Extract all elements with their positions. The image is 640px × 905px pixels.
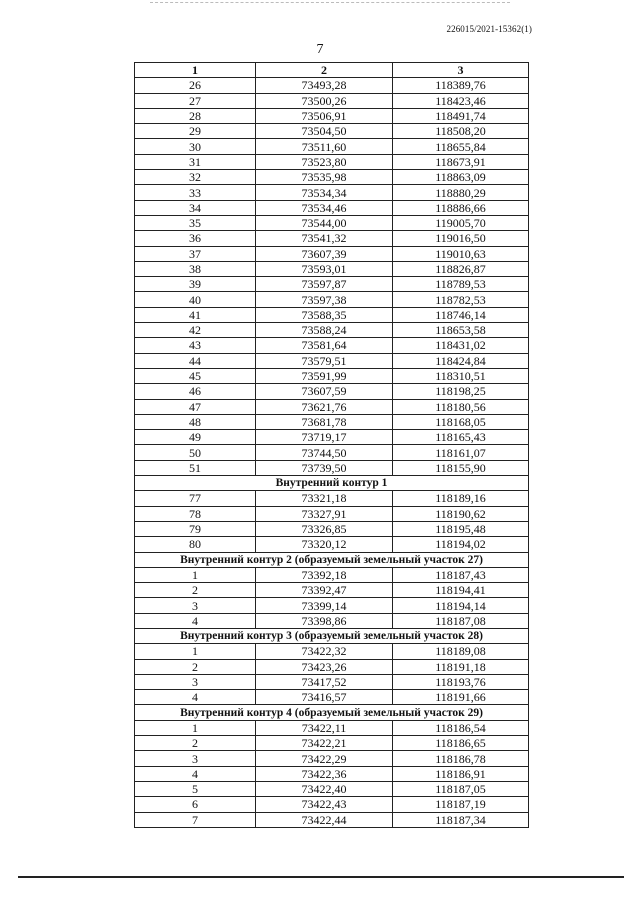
coordinates-table-body: [135, 63, 529, 828]
table-row: [135, 414, 529, 429]
coordinate-x-cell: 73399,14: [256, 598, 393, 613]
table-row: [135, 598, 529, 613]
coordinate-x-cell: 73597,38: [256, 292, 393, 307]
point-number-cell: 37: [135, 246, 256, 261]
point-number-cell: 43: [135, 338, 256, 353]
document-id: 226015/2021-15362(1): [446, 24, 532, 34]
table-row: [135, 307, 529, 322]
table-row: [135, 78, 529, 93]
coordinate-x-cell: 73607,39: [256, 246, 393, 261]
coordinate-y-cell: 118195,48: [393, 521, 529, 536]
coordinate-y-cell: 118746,14: [393, 307, 529, 322]
point-number-cell: 34: [135, 200, 256, 215]
coordinate-y-cell: 118189,08: [393, 644, 529, 659]
table-row: [135, 231, 529, 246]
section-title: Внутренний контур 1: [135, 476, 529, 491]
table-row: [135, 261, 529, 276]
coordinate-y-cell: 118826,87: [393, 261, 529, 276]
table-row: [135, 108, 529, 123]
coordinate-y-cell: 118187,43: [393, 567, 529, 582]
point-number-cell: 41: [135, 307, 256, 322]
coordinate-x-cell: 73392,47: [256, 583, 393, 598]
coordinate-y-cell: 118187,05: [393, 781, 529, 796]
point-number-cell: 3: [135, 674, 256, 689]
table-row: [135, 583, 529, 598]
coordinate-x-cell: 73321,18: [256, 491, 393, 506]
coordinate-y-cell: 118508,20: [393, 124, 529, 139]
coordinate-y-cell: 118186,54: [393, 720, 529, 735]
table-row: [135, 124, 529, 139]
coordinate-x-cell: 73422,40: [256, 781, 393, 796]
table-row: [135, 613, 529, 628]
coordinate-x-cell: 73417,52: [256, 674, 393, 689]
coordinate-y-cell: 118389,76: [393, 78, 529, 93]
coordinate-x-cell: 73523,80: [256, 154, 393, 169]
coordinate-x-cell: 73534,46: [256, 200, 393, 215]
coordinate-x-cell: 73541,32: [256, 231, 393, 246]
coordinate-x-cell: 73544,00: [256, 215, 393, 230]
coordinate-x-cell: 73681,78: [256, 414, 393, 429]
table-row: [135, 246, 529, 261]
coordinate-y-cell: 118187,19: [393, 797, 529, 812]
coordinate-y-cell: 118310,51: [393, 368, 529, 383]
coordinate-y-cell: 118423,46: [393, 93, 529, 108]
point-number-cell: 30: [135, 139, 256, 154]
coordinate-x-cell: 73511,60: [256, 139, 393, 154]
coordinate-x-cell: 73535,98: [256, 170, 393, 185]
table-row: [135, 567, 529, 582]
coordinate-y-cell: 118180,56: [393, 399, 529, 414]
point-number-cell: 5: [135, 781, 256, 796]
coordinate-y-cell: 118187,08: [393, 613, 529, 628]
table-row: [135, 215, 529, 230]
point-number-cell: 3: [135, 751, 256, 766]
coordinate-y-cell: 118186,65: [393, 736, 529, 751]
coordinate-y-cell: 118198,25: [393, 384, 529, 399]
coordinates-table: [134, 62, 529, 828]
table-row: [135, 154, 529, 169]
coordinate-x-cell: 73327,91: [256, 506, 393, 521]
coordinate-y-cell: 118191,66: [393, 690, 529, 705]
coordinate-y-cell: 118491,74: [393, 108, 529, 123]
coordinate-x-cell: 73326,85: [256, 521, 393, 536]
table-row: [135, 506, 529, 521]
point-number-cell: 4: [135, 690, 256, 705]
coordinate-x-cell: 73422,32: [256, 644, 393, 659]
point-number-cell: 77: [135, 491, 256, 506]
section-title: Внутренний контур 2 (образуемый земельный участок 27): [135, 552, 529, 567]
coordinate-x-cell: 73422,29: [256, 751, 393, 766]
column-header-1: 1: [135, 63, 256, 78]
coordinate-y-cell: 118161,07: [393, 445, 529, 460]
section-header-row: [135, 705, 529, 720]
coordinate-y-cell: 118863,09: [393, 170, 529, 185]
point-number-cell: 1: [135, 567, 256, 582]
table-row: [135, 170, 529, 185]
point-number-cell: 44: [135, 353, 256, 368]
coordinate-y-cell: 118653,58: [393, 323, 529, 338]
table-row: [135, 781, 529, 796]
coordinate-x-cell: 73500,26: [256, 93, 393, 108]
coordinate-y-cell: 118191,18: [393, 659, 529, 674]
coordinate-y-cell: 118165,43: [393, 430, 529, 445]
table-row: [135, 200, 529, 215]
coordinate-y-cell: 118880,29: [393, 185, 529, 200]
table-row: [135, 644, 529, 659]
coordinate-x-cell: 73493,28: [256, 78, 393, 93]
table-row: [135, 353, 529, 368]
coordinate-y-cell: 118186,78: [393, 751, 529, 766]
coordinate-x-cell: 73320,12: [256, 537, 393, 552]
coordinate-x-cell: 73422,36: [256, 766, 393, 781]
point-number-cell: 39: [135, 277, 256, 292]
point-number-cell: 40: [135, 292, 256, 307]
coordinate-x-cell: 73398,86: [256, 613, 393, 628]
table-row: [135, 93, 529, 108]
point-number-cell: 38: [135, 261, 256, 276]
coordinate-x-cell: 73422,44: [256, 812, 393, 827]
coordinate-x-cell: 73744,50: [256, 445, 393, 460]
table-row: [135, 736, 529, 751]
section-header-row: [135, 476, 529, 491]
coordinate-y-cell: 118168,05: [393, 414, 529, 429]
coordinate-y-cell: 118194,14: [393, 598, 529, 613]
point-number-cell: 4: [135, 766, 256, 781]
coordinate-x-cell: 73422,11: [256, 720, 393, 735]
coordinate-y-cell: 118187,34: [393, 812, 529, 827]
coordinate-x-cell: 73597,87: [256, 277, 393, 292]
coordinate-x-cell: 73607,59: [256, 384, 393, 399]
point-number-cell: 35: [135, 215, 256, 230]
table-row: [135, 812, 529, 827]
coordinate-y-cell: 119010,63: [393, 246, 529, 261]
table-row: [135, 338, 529, 353]
table-row: [135, 659, 529, 674]
table-row: [135, 399, 529, 414]
page-number: 7: [316, 42, 324, 57]
table-row: [135, 277, 529, 292]
section-title: Внутренний контур 3 (образуемый земельный участок 28): [135, 628, 529, 643]
point-number-cell: 33: [135, 185, 256, 200]
point-number-cell: 48: [135, 414, 256, 429]
coordinate-x-cell: 73392,18: [256, 567, 393, 582]
table-row: [135, 384, 529, 399]
coordinate-x-cell: 73422,43: [256, 797, 393, 812]
section-header-row: [135, 552, 529, 567]
coordinate-y-cell: 118193,76: [393, 674, 529, 689]
point-number-cell: 2: [135, 736, 256, 751]
table-row: [135, 445, 529, 460]
point-number-cell: 51: [135, 460, 256, 475]
coordinate-x-cell: 73581,64: [256, 338, 393, 353]
table-row: [135, 491, 529, 506]
coordinate-x-cell: 73416,57: [256, 690, 393, 705]
point-number-cell: 79: [135, 521, 256, 536]
point-number-cell: 28: [135, 108, 256, 123]
point-number-cell: 4: [135, 613, 256, 628]
point-number-cell: 78: [135, 506, 256, 521]
section-header-row: [135, 628, 529, 643]
point-number-cell: 47: [135, 399, 256, 414]
coordinate-x-cell: 73588,24: [256, 323, 393, 338]
coordinate-y-cell: 118673,91: [393, 154, 529, 169]
point-number-cell: 26: [135, 78, 256, 93]
point-number-cell: 49: [135, 430, 256, 445]
coordinate-y-cell: 118655,84: [393, 139, 529, 154]
coordinate-x-cell: 73506,91: [256, 108, 393, 123]
table-row: [135, 368, 529, 383]
coordinate-y-cell: 118190,62: [393, 506, 529, 521]
coordinate-y-cell: 118194,02: [393, 537, 529, 552]
table-header-row: [135, 63, 529, 78]
coordinate-x-cell: 73719,17: [256, 430, 393, 445]
point-number-cell: 1: [135, 644, 256, 659]
coordinate-y-cell: 118155,90: [393, 460, 529, 475]
coordinate-y-cell: 118782,53: [393, 292, 529, 307]
point-number-cell: 80: [135, 537, 256, 552]
coordinate-y-cell: 118194,41: [393, 583, 529, 598]
point-number-cell: 29: [135, 124, 256, 139]
coordinate-x-cell: 73534,34: [256, 185, 393, 200]
table-row: [135, 139, 529, 154]
point-number-cell: 45: [135, 368, 256, 383]
coordinate-y-cell: 118431,02: [393, 338, 529, 353]
coordinate-x-cell: 73422,21: [256, 736, 393, 751]
coordinate-y-cell: 118424,84: [393, 353, 529, 368]
coordinate-x-cell: 73504,50: [256, 124, 393, 139]
table-row: [135, 460, 529, 475]
table-row: [135, 751, 529, 766]
point-number-cell: 42: [135, 323, 256, 338]
coordinate-x-cell: 73579,51: [256, 353, 393, 368]
coordinate-x-cell: 73423,26: [256, 659, 393, 674]
table-row: [135, 720, 529, 735]
table-row: [135, 323, 529, 338]
coordinate-y-cell: 118186,91: [393, 766, 529, 781]
coordinate-x-cell: 73588,35: [256, 307, 393, 322]
table-row: [135, 766, 529, 781]
column-header-2: 2: [256, 63, 393, 78]
coordinate-y-cell: 118886,66: [393, 200, 529, 215]
table-row: [135, 674, 529, 689]
point-number-cell: 2: [135, 583, 256, 598]
point-number-cell: 7: [135, 812, 256, 827]
point-number-cell: 46: [135, 384, 256, 399]
point-number-cell: 32: [135, 170, 256, 185]
coordinate-x-cell: 73621,76: [256, 399, 393, 414]
table-row: [135, 292, 529, 307]
point-number-cell: 31: [135, 154, 256, 169]
point-number-cell: 2: [135, 659, 256, 674]
point-number-cell: 36: [135, 231, 256, 246]
scan-top-rule: [150, 2, 510, 3]
point-number-cell: 3: [135, 598, 256, 613]
scan-bottom-rule: [18, 876, 624, 878]
coordinate-y-cell: 118189,16: [393, 491, 529, 506]
point-number-cell: 50: [135, 445, 256, 460]
table-row: [135, 537, 529, 552]
point-number-cell: 27: [135, 93, 256, 108]
table-row: [135, 690, 529, 705]
coordinate-y-cell: 119016,50: [393, 231, 529, 246]
point-number-cell: 1: [135, 720, 256, 735]
point-number-cell: 6: [135, 797, 256, 812]
coordinate-x-cell: 73591,99: [256, 368, 393, 383]
table-row: [135, 521, 529, 536]
section-title: Внутренний контур 4 (образуемый земельный участок 29): [135, 705, 529, 720]
table-row: [135, 430, 529, 445]
coordinate-x-cell: 73739,50: [256, 460, 393, 475]
coordinate-y-cell: 118789,53: [393, 277, 529, 292]
table-row: [135, 185, 529, 200]
table-row: [135, 797, 529, 812]
coordinate-y-cell: 119005,70: [393, 215, 529, 230]
coordinate-x-cell: 73593,01: [256, 261, 393, 276]
column-header-3: 3: [393, 63, 529, 78]
